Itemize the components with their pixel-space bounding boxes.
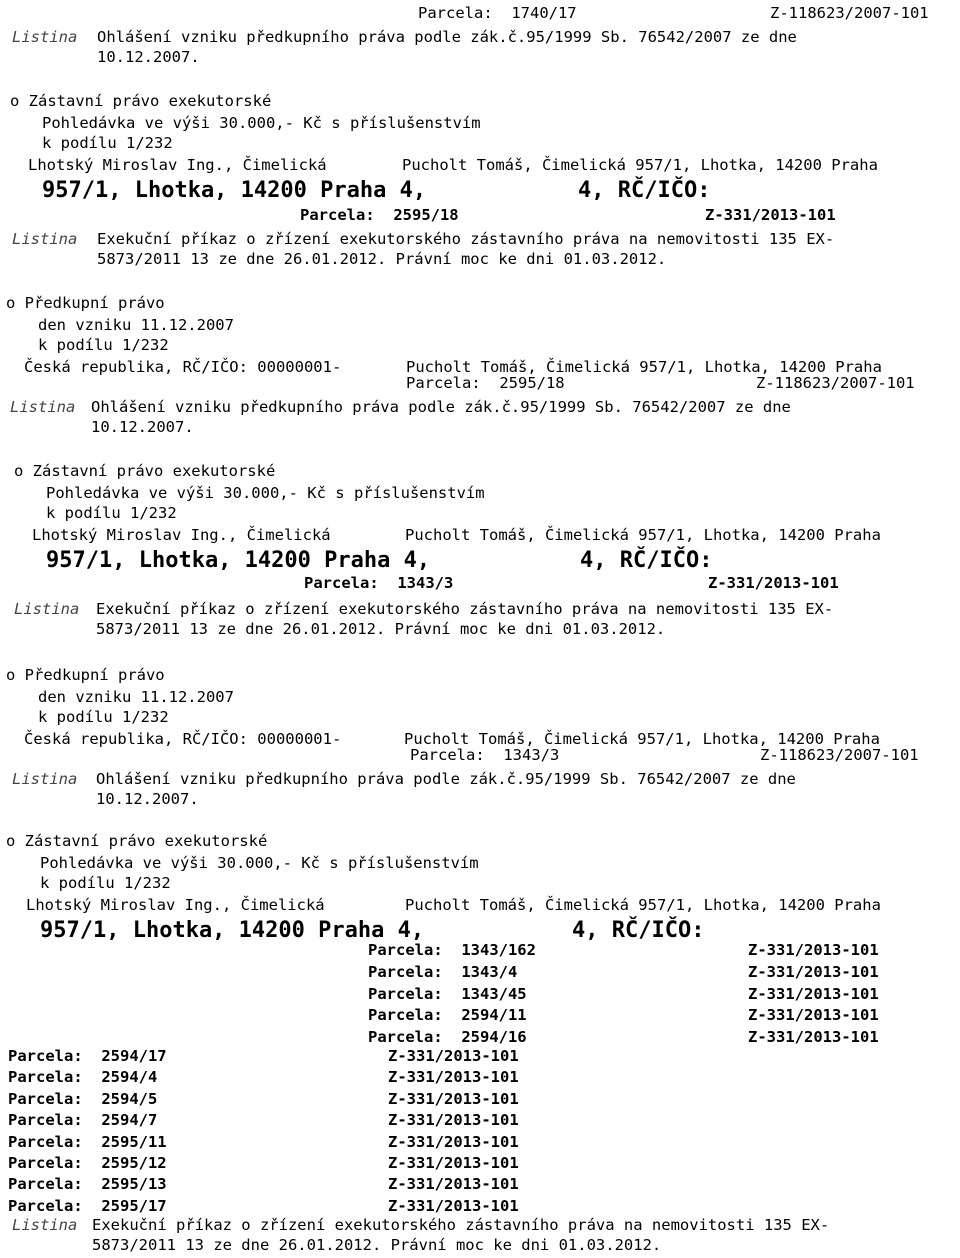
b5-z7: Z-331/2013-101 <box>388 1068 519 1086</box>
p1-listina: Listina <box>12 28 78 46</box>
b3-amount: Pohledávka ve výši 30.000,- Kč s příslušenstvím <box>46 484 485 502</box>
b3-creditor: Lhotský Miroslav Ing., Čimelická <box>32 526 331 544</box>
b5-share: k podílu 1/232 <box>40 874 171 892</box>
b5-title: o Zástavní právo exekutorské <box>6 832 268 850</box>
b1-share: k podílu 1/232 <box>42 134 173 152</box>
b1-listina-text: Exekuční příkaz o zřízení exekutorského zástavního práva na nemovitosti 135 EX- <box>97 230 835 248</box>
b2-date: den vzniku 11.12.2007 <box>38 316 234 334</box>
b4-owner: Pucholt Tomáš, Čimelická 957/1, Lhotka, 14200 Praha <box>404 730 880 748</box>
b3-parcela: Parcela: 1343/3 <box>304 574 454 592</box>
b5-p6: Parcela: 2594/17 <box>8 1047 167 1065</box>
b5-z10: Z-331/2013-101 <box>388 1133 519 1151</box>
b5-z4: Z-331/2013-101 <box>748 1006 879 1024</box>
b5-p8: Parcela: 2594/5 <box>8 1090 158 1108</box>
b1-amount: Pohledávka ve výši 30.000,- Kč s příslušenstvím <box>42 114 481 132</box>
b1-zapis: Z-331/2013-101 <box>705 206 836 224</box>
b2-holder: Česká republika, RČ/IČO: 00000001- <box>24 358 342 376</box>
b4-share: k podílu 1/232 <box>38 708 169 726</box>
b3-title: o Zástavní právo exekutorské <box>14 462 276 480</box>
b4-date: den vzniku 11.12.2007 <box>38 688 234 706</box>
b3-owner-addr: 4, RČ/IČO: <box>580 548 713 573</box>
b1-parcela: Parcela: 2595/18 <box>300 206 459 224</box>
b3-listina-text2: 5873/2011 13 ze dne 26.01.2012. Právní moc ke dni 01.03.2012. <box>96 620 666 638</box>
b5-z2: Z-331/2013-101 <box>748 963 879 981</box>
b3-creditor-addr: 957/1, Lhotka, 14200 Praha 4, <box>46 548 431 573</box>
b1-listina: Listina <box>12 230 78 248</box>
b5-creditor: Lhotský Miroslav Ing., Čimelická <box>26 896 325 914</box>
b2-title: o Předkupní právo <box>6 294 165 312</box>
b5-listina-text: Exekuční příkaz o zřízení exekutorského zástavního práva na nemovitosti 135 EX- <box>92 1216 830 1234</box>
b3-owner: Pucholt Tomáš, Čimelická 957/1, Lhotka, 14200 Praha <box>405 526 881 544</box>
b2-listina: Listina <box>10 398 76 416</box>
b5-amount: Pohledávka ve výši 30.000,- Kč s příslušenstvím <box>40 854 479 872</box>
b4-zapis: Z-118623/2007-101 <box>760 746 919 764</box>
b3-share: k podílu 1/232 <box>46 504 177 522</box>
b5-z6: Z-331/2013-101 <box>388 1047 519 1065</box>
p1-listina-text: Ohlášení vzniku předkupního práva podle zák.č.95/1999 Sb. 76542/2007 ze dne <box>97 28 797 46</box>
b1-creditor: Lhotský Miroslav Ing., Čimelická <box>28 156 327 174</box>
b5-creditor-addr: 957/1, Lhotka, 14200 Praha 4, <box>40 918 425 943</box>
b5-listina: Listina <box>12 1216 78 1234</box>
b5-p7: Parcela: 2594/4 <box>8 1068 158 1086</box>
b5-listina-text2: 5873/2011 13 ze dne 26.01.2012. Právní moc ke dni 01.03.2012. <box>92 1236 662 1254</box>
b4-title: o Předkupní právo <box>6 666 165 684</box>
p1-listina-date: 10.12.2007. <box>97 48 200 66</box>
b5-z8: Z-331/2013-101 <box>388 1090 519 1108</box>
b5-p5: Parcela: 2594/16 <box>368 1028 527 1046</box>
b2-listina-text: Ohlášení vzniku předkupního práva podle zák.č.95/1999 Sb. 76542/2007 ze dne <box>91 398 791 416</box>
b5-p9: Parcela: 2594/7 <box>8 1111 158 1129</box>
b5-z11: Z-331/2013-101 <box>388 1154 519 1172</box>
b4-listina: Listina <box>12 770 78 788</box>
b1-listina-text2: 5873/2011 13 ze dne 26.01.2012. Právní moc ke dni 01.03.2012. <box>97 250 667 268</box>
b1-owner-addr: 4, RČ/IČO: <box>578 178 711 203</box>
b4-listina-date: 10.12.2007. <box>96 790 199 808</box>
b2-share: k podílu 1/232 <box>38 336 169 354</box>
b5-p12: Parcela: 2595/13 <box>8 1175 167 1193</box>
b5-z12: Z-331/2013-101 <box>388 1175 519 1193</box>
b3-listina-text: Exekuční příkaz o zřízení exekutorského zástavního práva na nemovitosti 135 EX- <box>96 600 834 618</box>
b5-p2: Parcela: 1343/4 <box>368 963 518 981</box>
b5-z5: Z-331/2013-101 <box>748 1028 879 1046</box>
b5-p1: Parcela: 1343/162 <box>368 941 536 959</box>
b1-creditor-addr: 957/1, Lhotka, 14200 Praha 4, <box>42 178 427 203</box>
b5-p13: Parcela: 2595/17 <box>8 1197 167 1215</box>
b5-z3: Z-331/2013-101 <box>748 985 879 1003</box>
b5-owner-addr: 4, RČ/IČO: <box>572 918 705 943</box>
b4-parcela: Parcela: 1343/3 <box>410 746 560 764</box>
b5-p4: Parcela: 2594/11 <box>368 1006 527 1024</box>
b3-listina: Listina <box>14 600 80 618</box>
b2-zapis: Z-118623/2007-101 <box>756 374 915 392</box>
b5-p11: Parcela: 2595/12 <box>8 1154 167 1172</box>
b5-z1: Z-331/2013-101 <box>748 941 879 959</box>
b4-holder: Česká republika, RČ/IČO: 00000001- <box>24 730 342 748</box>
b5-p3: Parcela: 1343/45 <box>368 985 527 1003</box>
p1-zapis: Z-118623/2007-101 <box>770 4 929 22</box>
b3-zapis: Z-331/2013-101 <box>708 574 839 592</box>
b5-p10: Parcela: 2595/11 <box>8 1133 167 1151</box>
b5-owner: Pucholt Tomáš, Čimelická 957/1, Lhotka, 14200 Praha <box>405 896 881 914</box>
b2-listina-date: 10.12.2007. <box>91 418 194 436</box>
b2-parcela: Parcela: 2595/18 <box>406 374 565 392</box>
b5-z9: Z-331/2013-101 <box>388 1111 519 1129</box>
b1-title: o Zástavní právo exekutorské <box>10 92 272 110</box>
b5-z13: Z-331/2013-101 <box>388 1197 519 1215</box>
b1-owner: Pucholt Tomáš, Čimelická 957/1, Lhotka, 14200 Praha <box>402 156 878 174</box>
b4-listina-text: Ohlášení vzniku předkupního práva podle zák.č.95/1999 Sb. 76542/2007 ze dne <box>96 770 796 788</box>
b2-owner: Pucholt Tomáš, Čimelická 957/1, Lhotka, 14200 Praha <box>406 358 882 376</box>
p1-parcela: Parcela: 1740/17 <box>418 4 577 22</box>
